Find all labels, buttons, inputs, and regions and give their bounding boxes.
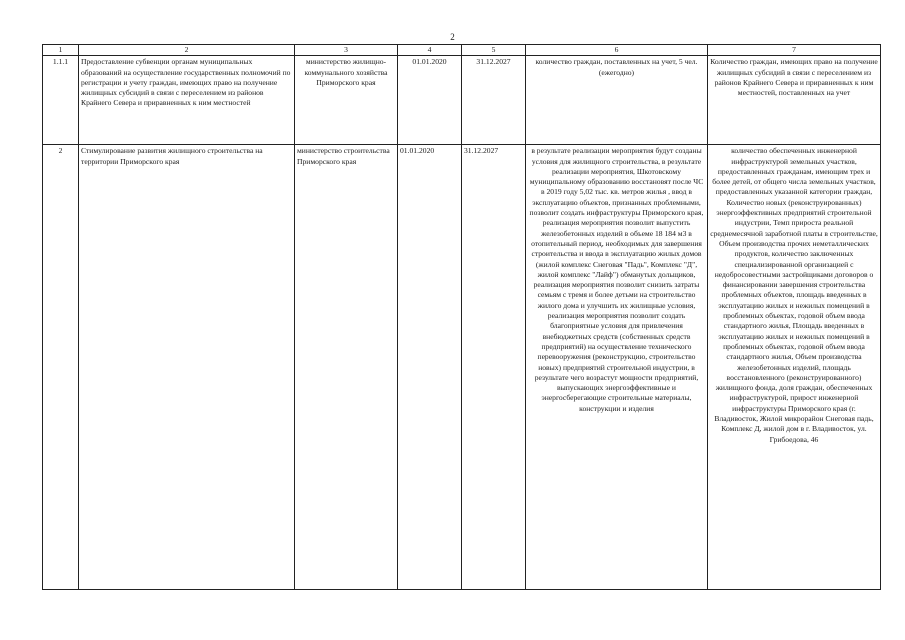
column-number-row (43, 45, 881, 56)
end-date: 31.12.2027 (462, 56, 526, 145)
indicator: Количество граждан, имеющих право на получение жилищных субсидий в связи с переселением из районов Крайнего Севера и приравненных к ним местностей, поставленных на учет (708, 56, 881, 145)
start-date: 01.01.2020 (398, 145, 462, 590)
column-number-2: 2 (79, 45, 295, 56)
responsible-org: министерство жилищно-коммунального хозяйства Приморского края (295, 56, 398, 145)
table-row (43, 56, 881, 145)
column-number-6: 6 (526, 45, 708, 56)
row-id: 1.1.1 (43, 56, 79, 145)
expected-result: в результате реализации мероприятия будут созданы условия для жилищного строительства, в результате реализации мероприятия, Шкотовскому муниципальному образованию восстановят после ЧС в 2019 году 5,02 тыс. кв. метров жилья , ввод в эксплуатацию объектов, признанных проблемными, позволит создать инфраструктуры Приморского края, реализация мероприятия позволит выпустить железобетонных изделий в объеме 18 184 м3 в отопительный период, необходимых для завершения строительства и ввода в эксплуатацию жилых домов (жилой комплекс Снеговая "Падь", Комплекс "Д", жилой комплекс "Лайф") обманутых дольщиков, реализация мероприятия позволит снизить затраты семьям с тремя и более детьми на строительство жилого дома и улучшить их жилищные условия, реализация мероприятия позволит создать благоприятные условия для привлечения внебюджетных средств (собственных средств предприятий) на осуществление технического перевооружения (реконструкцию, строительство новых) предприятий строительной индустрии, в результате чего возрастут мощности предприятий, выпускающих энергоэффективные и энергосберегающие строительные материалы, конструкции и изделия (526, 145, 708, 590)
responsible-org: министерство строительства Приморского края (295, 145, 398, 590)
expected-result: количество граждан, поставленных на учет, 5 чел. (ежегодно) (526, 56, 708, 145)
measures-table (42, 44, 881, 590)
column-number-4: 4 (398, 45, 462, 56)
table-row (43, 145, 881, 590)
column-number-1: 1 (43, 45, 79, 56)
column-number-5: 5 (462, 45, 526, 56)
measure-name: Предоставление субвенции органам муниципальных образований на осуществление государственных полномочий по регистрации и учету граждан, имеющих право на получение жилищных субсидий в связи с переселением из районов Крайнего Севера и приравненных к ним местностей (79, 56, 295, 145)
indicator: количество обеспеченных инженерной инфраструктурой земельных участков, предоставленных гражданам, имеющим трех и более детей, от общего числа земельных участков, предоставленных указанной категории граждан, Количество новых (реконструированных) энергоэффективных предприятий строительной индустрии, Темп прироста реальной среднемесячной заработной платы в строительстве, Объем производства прочих неметаллических продуктов, количество заключенных специализированной организацией с недобросовестными застройщиками договоров о финансировании завершения строительства проблемных объектов, площадь введенных в эксплуатацию жилых и нежилых помещений в проблемных объектах, годовой объем ввода стандартного жилья, Площадь введенных в эксплуатацию жилых и нежилых помещений в проблемных объектах, годовой объем ввода стандартного жилья, Объем производства железобетонных изделий, площадь восстановленного (реконструированного) жилищного фонда, доля граждан, обеспеченных инфраструктурой, прирост инженерной инфраструктуры Приморского края (г. Владивосток, Жилой микрорайон Снеговая падь, Комплекс Д, жилой дом в г. Владивосток, ул. Грибоедова, 46 (708, 145, 881, 590)
measure-name: Стимулирование развития жилищного строительства на территории Приморского края (79, 145, 295, 590)
row-id: 2 (43, 145, 79, 590)
column-number-7: 7 (708, 45, 881, 56)
end-date: 31.12.2027 (462, 145, 526, 590)
page-number: 2 (450, 32, 455, 42)
start-date: 01.01.2020 (398, 56, 462, 145)
column-number-3: 3 (295, 45, 398, 56)
